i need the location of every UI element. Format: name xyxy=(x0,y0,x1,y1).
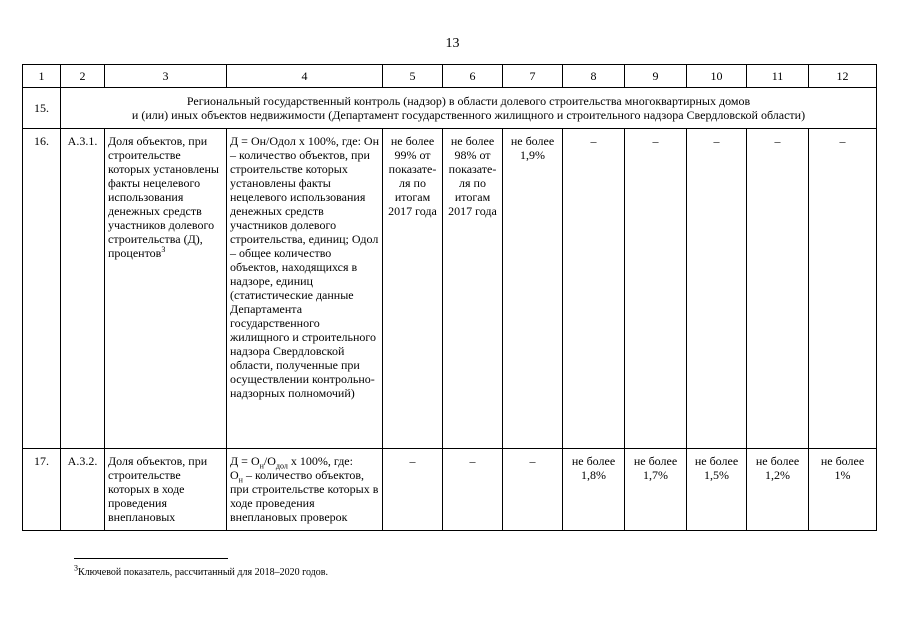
header-cell: 7 xyxy=(503,65,563,88)
value-col10: – xyxy=(687,129,747,449)
indicator-name xyxy=(105,449,227,531)
value-col9: не более 1,7% xyxy=(625,449,687,531)
formula-part: О xyxy=(230,468,239,482)
value-col12: не более 1% xyxy=(809,449,877,531)
indicators-table xyxy=(22,64,877,531)
formula-part: х 100%, где: xyxy=(287,454,353,468)
formula-part: Д = О xyxy=(230,454,260,468)
footnote xyxy=(74,563,328,578)
footnote-text: Ключевой показатель, рассчитанный для 2018–2020 годов. xyxy=(78,567,328,578)
section-row xyxy=(23,88,877,129)
footnote-ref: 3 xyxy=(161,245,166,254)
table-row xyxy=(23,129,877,449)
footnote-mark: 3 xyxy=(74,563,78,573)
row-number: 17. xyxy=(23,449,61,531)
header-cell: 6 xyxy=(443,65,503,88)
section-title-line1: Региональный государственный контроль (надзор) в области долевого строительства многоквартирных домов xyxy=(186,94,751,108)
value-col7: – xyxy=(503,449,563,531)
header-row xyxy=(23,65,877,88)
value-col6: – xyxy=(443,449,503,531)
value-col7: не более 1,9% xyxy=(503,129,563,449)
value-col10: не более 1,5% xyxy=(687,449,747,531)
header-cell: 4 xyxy=(227,65,383,88)
indicator-formula: Д = Он/Одол х 100%, где: Он – количество объектов, при строительстве которых установлены факты нецелевого использования денежных средств участников долевого строительства, единиц; Одол – общее количество объектов, находящихся в надзоре, единиц (статистические данные Департамента государственного жилищного и строительного надзора Свердловской области, полученные при осуществлении контрольно-надзорных полномочий) xyxy=(227,129,383,449)
header-cell: 2 xyxy=(61,65,105,88)
header-cell: 5 xyxy=(383,65,443,88)
indicator-name-text: Доля объектов, при строительстве которых в ходе проведения внеплановых xyxy=(108,454,208,524)
row-number: 16. xyxy=(23,129,61,449)
header-cell: 12 xyxy=(809,65,877,88)
value-col5: – xyxy=(383,449,443,531)
section-title xyxy=(61,88,877,129)
value-col9: – xyxy=(625,129,687,449)
formula-sub: н xyxy=(238,475,243,485)
header-cell: 1 xyxy=(23,65,61,88)
value-col11: не более 1,2% xyxy=(747,449,809,531)
formula-sub: дол xyxy=(275,461,288,471)
value-col12: – xyxy=(809,129,877,449)
row-number: 15. xyxy=(23,88,61,129)
formula-part: /О xyxy=(263,454,276,468)
indicator-code: А.3.1. xyxy=(61,129,105,449)
value-col8: – xyxy=(563,129,625,449)
table-row xyxy=(23,449,877,531)
header-cell: 11 xyxy=(747,65,809,88)
header-cell: 3 xyxy=(105,65,227,88)
indicator-name-text: Доля объектов, при строительстве которых установлены факты нецелевого использования денежных средств участников долевого строительства (Д), процентов xyxy=(108,134,219,260)
section-title-line2: и (или) иных объектов недвижимости (Департамент государственного жилищного и строительного надзора Свердловской области) xyxy=(131,108,806,122)
footnote-divider xyxy=(74,558,228,559)
indicator-code: А.3.2. xyxy=(61,449,105,531)
indicator-formula-text xyxy=(230,454,379,524)
page-number: 13 xyxy=(445,36,460,51)
formula-sub: н xyxy=(259,461,264,471)
value-col5: не более 99% от показате-ля по итогам 2017 года xyxy=(383,129,443,449)
indicator-name xyxy=(105,129,227,449)
indicator-formula xyxy=(227,449,383,531)
header-cell: 8 xyxy=(563,65,625,88)
header-cell: 9 xyxy=(625,65,687,88)
value-col6: не более 98% от показате-ля по итогам 2017 года xyxy=(443,129,503,449)
header-cell: 10 xyxy=(687,65,747,88)
formula-part: – количество объектов, при строительстве которых в ходе проведения внеплановых проверок xyxy=(230,468,379,524)
value-col8: не более 1,8% xyxy=(563,449,625,531)
value-col11: – xyxy=(747,129,809,449)
